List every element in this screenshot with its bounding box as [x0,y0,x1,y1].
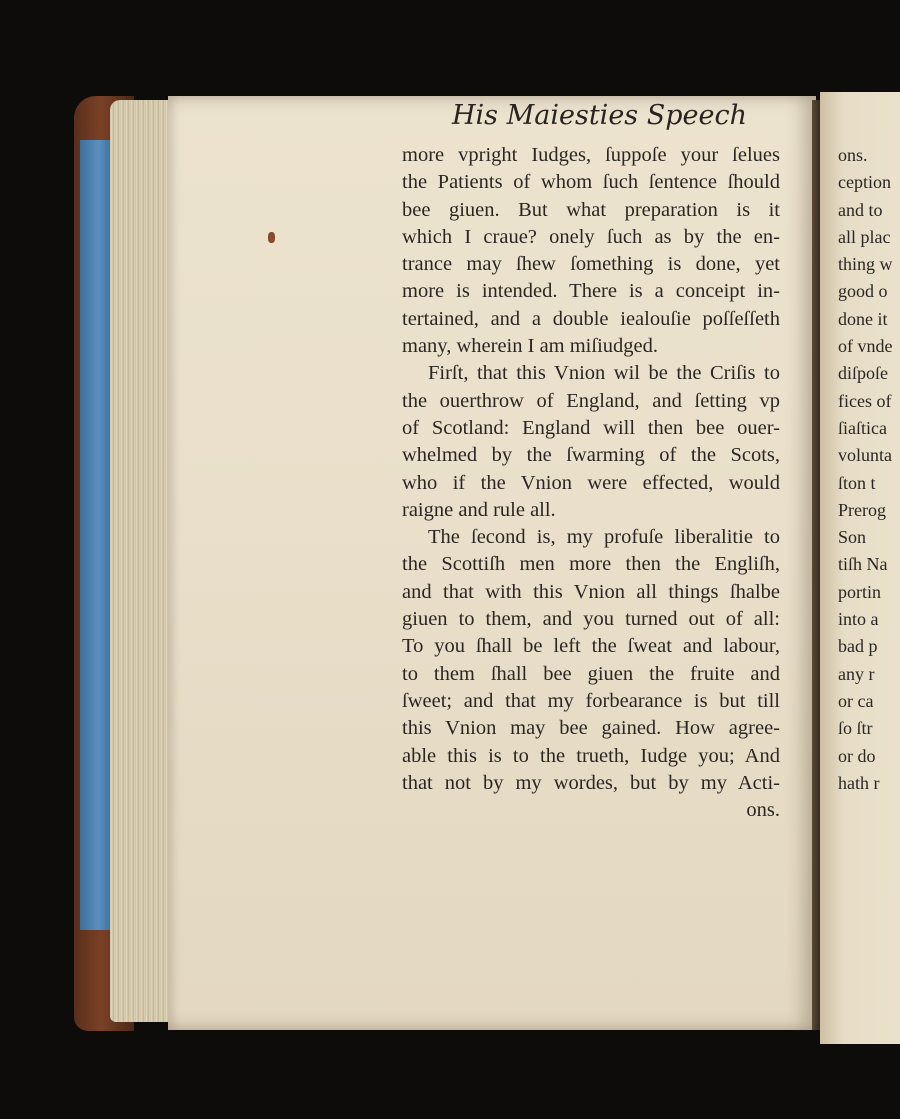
facing-line: done it [838,308,888,329]
facing-line: volunta [838,445,892,466]
text-line: bee giuen. But what preparation is it [402,198,780,221]
text-line: trance may ſhew ſomething is done, yet [402,253,780,276]
facing-line: tiſh Na [838,554,888,575]
facing-line: fices of [838,390,892,411]
text-line: To you ſhall be left the ſweat and labour, [402,635,780,658]
text-line: more is intended. There is a conceipt in- [402,280,780,303]
facing-line: any r [838,663,875,684]
text-line: the Patients of whom ſuch ſentence ſhould [402,171,780,194]
text-line: giuen to them, and you turned out of all: [402,608,780,631]
text-line: this Vnion may bee gained. How agree- [402,717,780,740]
text-line: Firſt, that this Vnion wil be the Criſis to [428,362,780,385]
ink-stain-icon [268,232,275,243]
text-line: the ouerthrow of England, and ſetting vp [402,389,780,412]
facing-line: portin [838,581,881,602]
facing-line: Son [838,527,867,548]
text-line: who if the Vnion were effected, would [402,471,780,494]
text-line: raigne and rule all. [402,498,556,521]
facing-line: Prerog [838,499,886,520]
facing-line: diſpoſe [838,363,888,384]
text-line: able this is to the trueth, Iudge you; And [402,744,780,767]
text-line: many, wherein I am miſiudged. [402,335,658,358]
page-edges [110,100,172,1022]
facing-line: ſton t [838,472,876,493]
facing-line: into a [838,609,879,630]
body-text [402,142,780,824]
text-line: of Scotland: England will then bee ouer- [402,416,780,439]
text-line: more vpright Iudges, ſuppoſe your ſelues [402,144,780,166]
facing-line: hath r [838,772,880,793]
facing-line: ſo ſtr [838,718,873,739]
text-line: and that with this Vnion all things ſhalbe [402,580,780,603]
running-title: His Maiesties Speech [452,100,747,131]
facing-line: or ca [838,690,874,711]
text-line: the Scottiſh men more then the Engliſh, [402,553,780,576]
facing-line: thing w [838,254,893,275]
text-line: whelmed by the ſwarming of the Scots, [402,444,780,467]
text-line: tertained, and a double iealouſie poſſeſſeth [402,307,780,330]
text-line: The ſecond is, my profuſe liberalitie to [428,526,780,549]
text-line: which I craue? onely ſuch as by the en- [402,225,780,248]
facing-line: ception [838,172,891,193]
text-line: to them ſhall bee giuen the fruite and [402,662,780,685]
facing-line: ſiaſtica [838,417,887,438]
cover-blue-paper [80,140,114,930]
text-line: that not by my wordes, but by my Acti- [402,771,780,794]
catchword: ons. [746,799,780,822]
facing-line: bad p [838,636,878,657]
text-line: ſweet; and that my forbearance is but till [402,689,780,712]
facing-line: or do [838,745,876,766]
facing-line: of vnde [838,336,893,357]
facing-line: all plac [838,226,891,247]
facing-line: ons. [838,145,868,165]
facing-line: good o [838,281,888,302]
facing-page-text [838,142,900,797]
facing-line: and to [838,199,883,220]
